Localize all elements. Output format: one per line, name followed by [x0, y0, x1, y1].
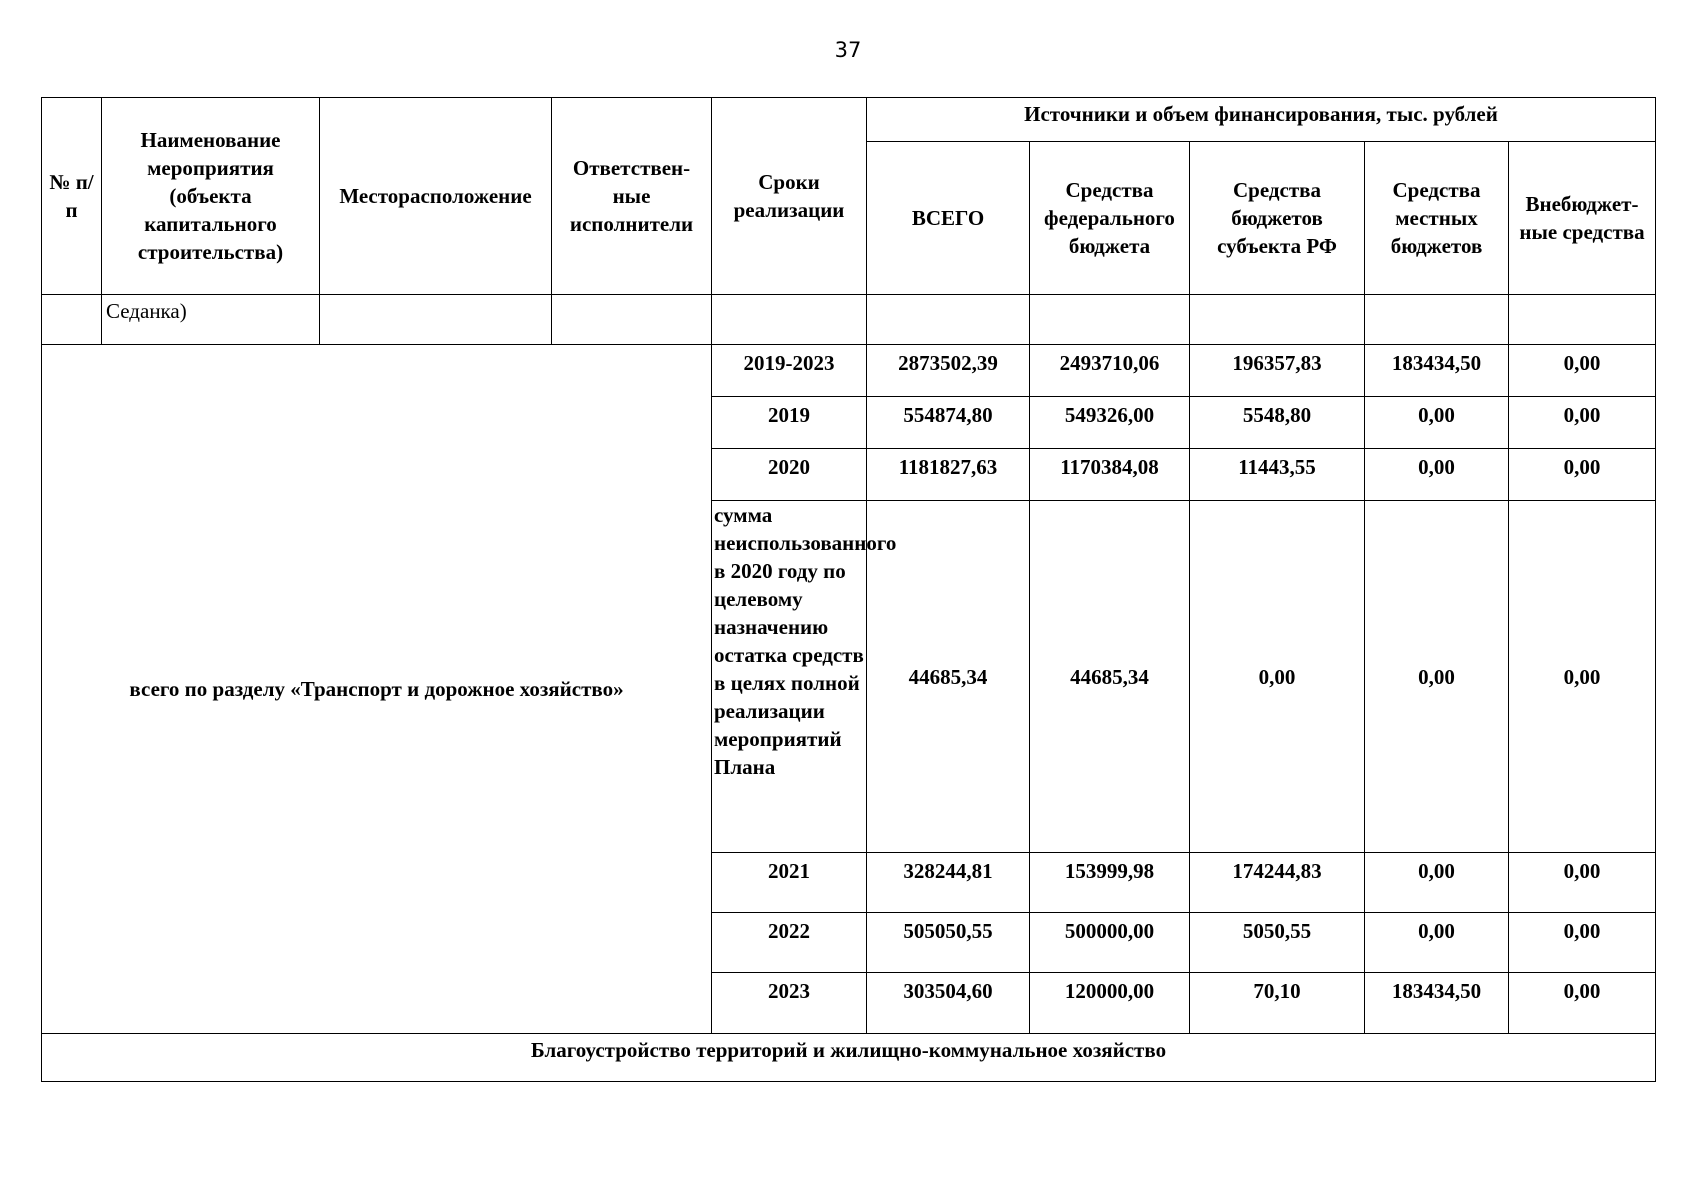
regional-cell: 5050,55 — [1190, 913, 1365, 973]
continuation-num — [42, 295, 102, 345]
federal-cell: 120000,00 — [1030, 973, 1190, 1034]
regional-cell: 70,10 — [1190, 973, 1365, 1034]
period-cell: 2023 — [712, 973, 867, 1034]
regional-cell: 174244,83 — [1190, 853, 1365, 913]
local-cell: 183434,50 — [1365, 973, 1509, 1034]
extra-cell: 0,00 — [1509, 853, 1656, 913]
regional-cell: 0,00 — [1190, 501, 1365, 853]
local-cell: 0,00 — [1365, 449, 1509, 501]
section-title-row — [42, 1034, 1656, 1082]
period-cell: 2020 — [712, 449, 867, 501]
federal-cell: 153999,98 — [1030, 853, 1190, 913]
continuation-federal — [1030, 295, 1190, 345]
header-sources-group: Источники и объем финансирования, тыс. рублей — [867, 98, 1656, 142]
total-row — [42, 345, 1656, 397]
period-cell: 2019 — [712, 397, 867, 449]
header-local: Средства местных бюджетов — [1365, 142, 1509, 295]
header-total: ВСЕГО — [867, 142, 1030, 295]
total-cell: 554874,80 — [867, 397, 1030, 449]
financing-table — [41, 97, 1656, 1082]
continuation-regional — [1190, 295, 1365, 345]
header-responsible: Ответствен-ные исполнители — [552, 98, 712, 295]
extra-cell: 0,00 — [1509, 345, 1656, 397]
continuation-responsible — [552, 295, 712, 345]
total-cell: 1181827,63 — [867, 449, 1030, 501]
continuation-row — [42, 295, 1656, 345]
total-cell: 303504,60 — [867, 973, 1030, 1034]
period-cell: 2022 — [712, 913, 867, 973]
continuation-timing — [712, 295, 867, 345]
total-cell: 505050,55 — [867, 913, 1030, 973]
local-cell: 0,00 — [1365, 853, 1509, 913]
continuation-extra — [1509, 295, 1656, 345]
local-cell: 0,00 — [1365, 913, 1509, 973]
extra-cell: 0,00 — [1509, 913, 1656, 973]
header-timing: Сроки реализации — [712, 98, 867, 295]
header-row-1 — [42, 98, 1656, 142]
header-num: № п/п — [42, 98, 102, 295]
header-name: Наименование мероприятия (объекта капитального строительства) — [102, 98, 320, 295]
regional-cell: 5548,80 — [1190, 397, 1365, 449]
local-cell: 0,00 — [1365, 501, 1509, 853]
federal-cell: 500000,00 — [1030, 913, 1190, 973]
extra-cell: 0,00 — [1509, 397, 1656, 449]
section-total-label: всего по разделу «Транспорт и дорожное хозяйство» — [42, 345, 712, 1034]
total-cell: 44685,34 — [867, 501, 1030, 853]
continuation-location — [320, 295, 552, 345]
total-cell: 328244,81 — [867, 853, 1030, 913]
continuation-name: Седанка) — [102, 295, 320, 345]
federal-cell: 1170384,08 — [1030, 449, 1190, 501]
local-cell: 0,00 — [1365, 397, 1509, 449]
federal-cell: 2493710,06 — [1030, 345, 1190, 397]
extra-cell: 0,00 — [1509, 973, 1656, 1034]
period-cell: 2019-2023 — [712, 345, 867, 397]
header-extrabudget: Внебюджет-ные средства — [1509, 142, 1656, 295]
federal-cell: 44685,34 — [1030, 501, 1190, 853]
period-cell: 2021 — [712, 853, 867, 913]
federal-cell: 549326,00 — [1030, 397, 1190, 449]
continuation-total — [867, 295, 1030, 345]
local-cell: 183434,50 — [1365, 345, 1509, 397]
regional-cell: 196357,83 — [1190, 345, 1365, 397]
continuation-local — [1365, 295, 1509, 345]
header-federal: Средства федерального бюджета — [1030, 142, 1190, 295]
header-location: Месторасположение — [320, 98, 552, 295]
extra-cell: 0,00 — [1509, 501, 1656, 853]
page-number: 37 — [834, 38, 862, 62]
extra-cell: 0,00 — [1509, 449, 1656, 501]
next-section-title: Благоустройство территорий и жилищно-коммунальное хозяйство — [42, 1034, 1656, 1082]
total-cell: 2873502,39 — [867, 345, 1030, 397]
header-regional: Средства бюджетов субъекта РФ — [1190, 142, 1365, 295]
period-note-cell: сумма неиспользованного в 2020 году по целевому назначению остатка средств в целях полной реализации мероприятий Плана — [712, 501, 867, 853]
regional-cell: 11443,55 — [1190, 449, 1365, 501]
